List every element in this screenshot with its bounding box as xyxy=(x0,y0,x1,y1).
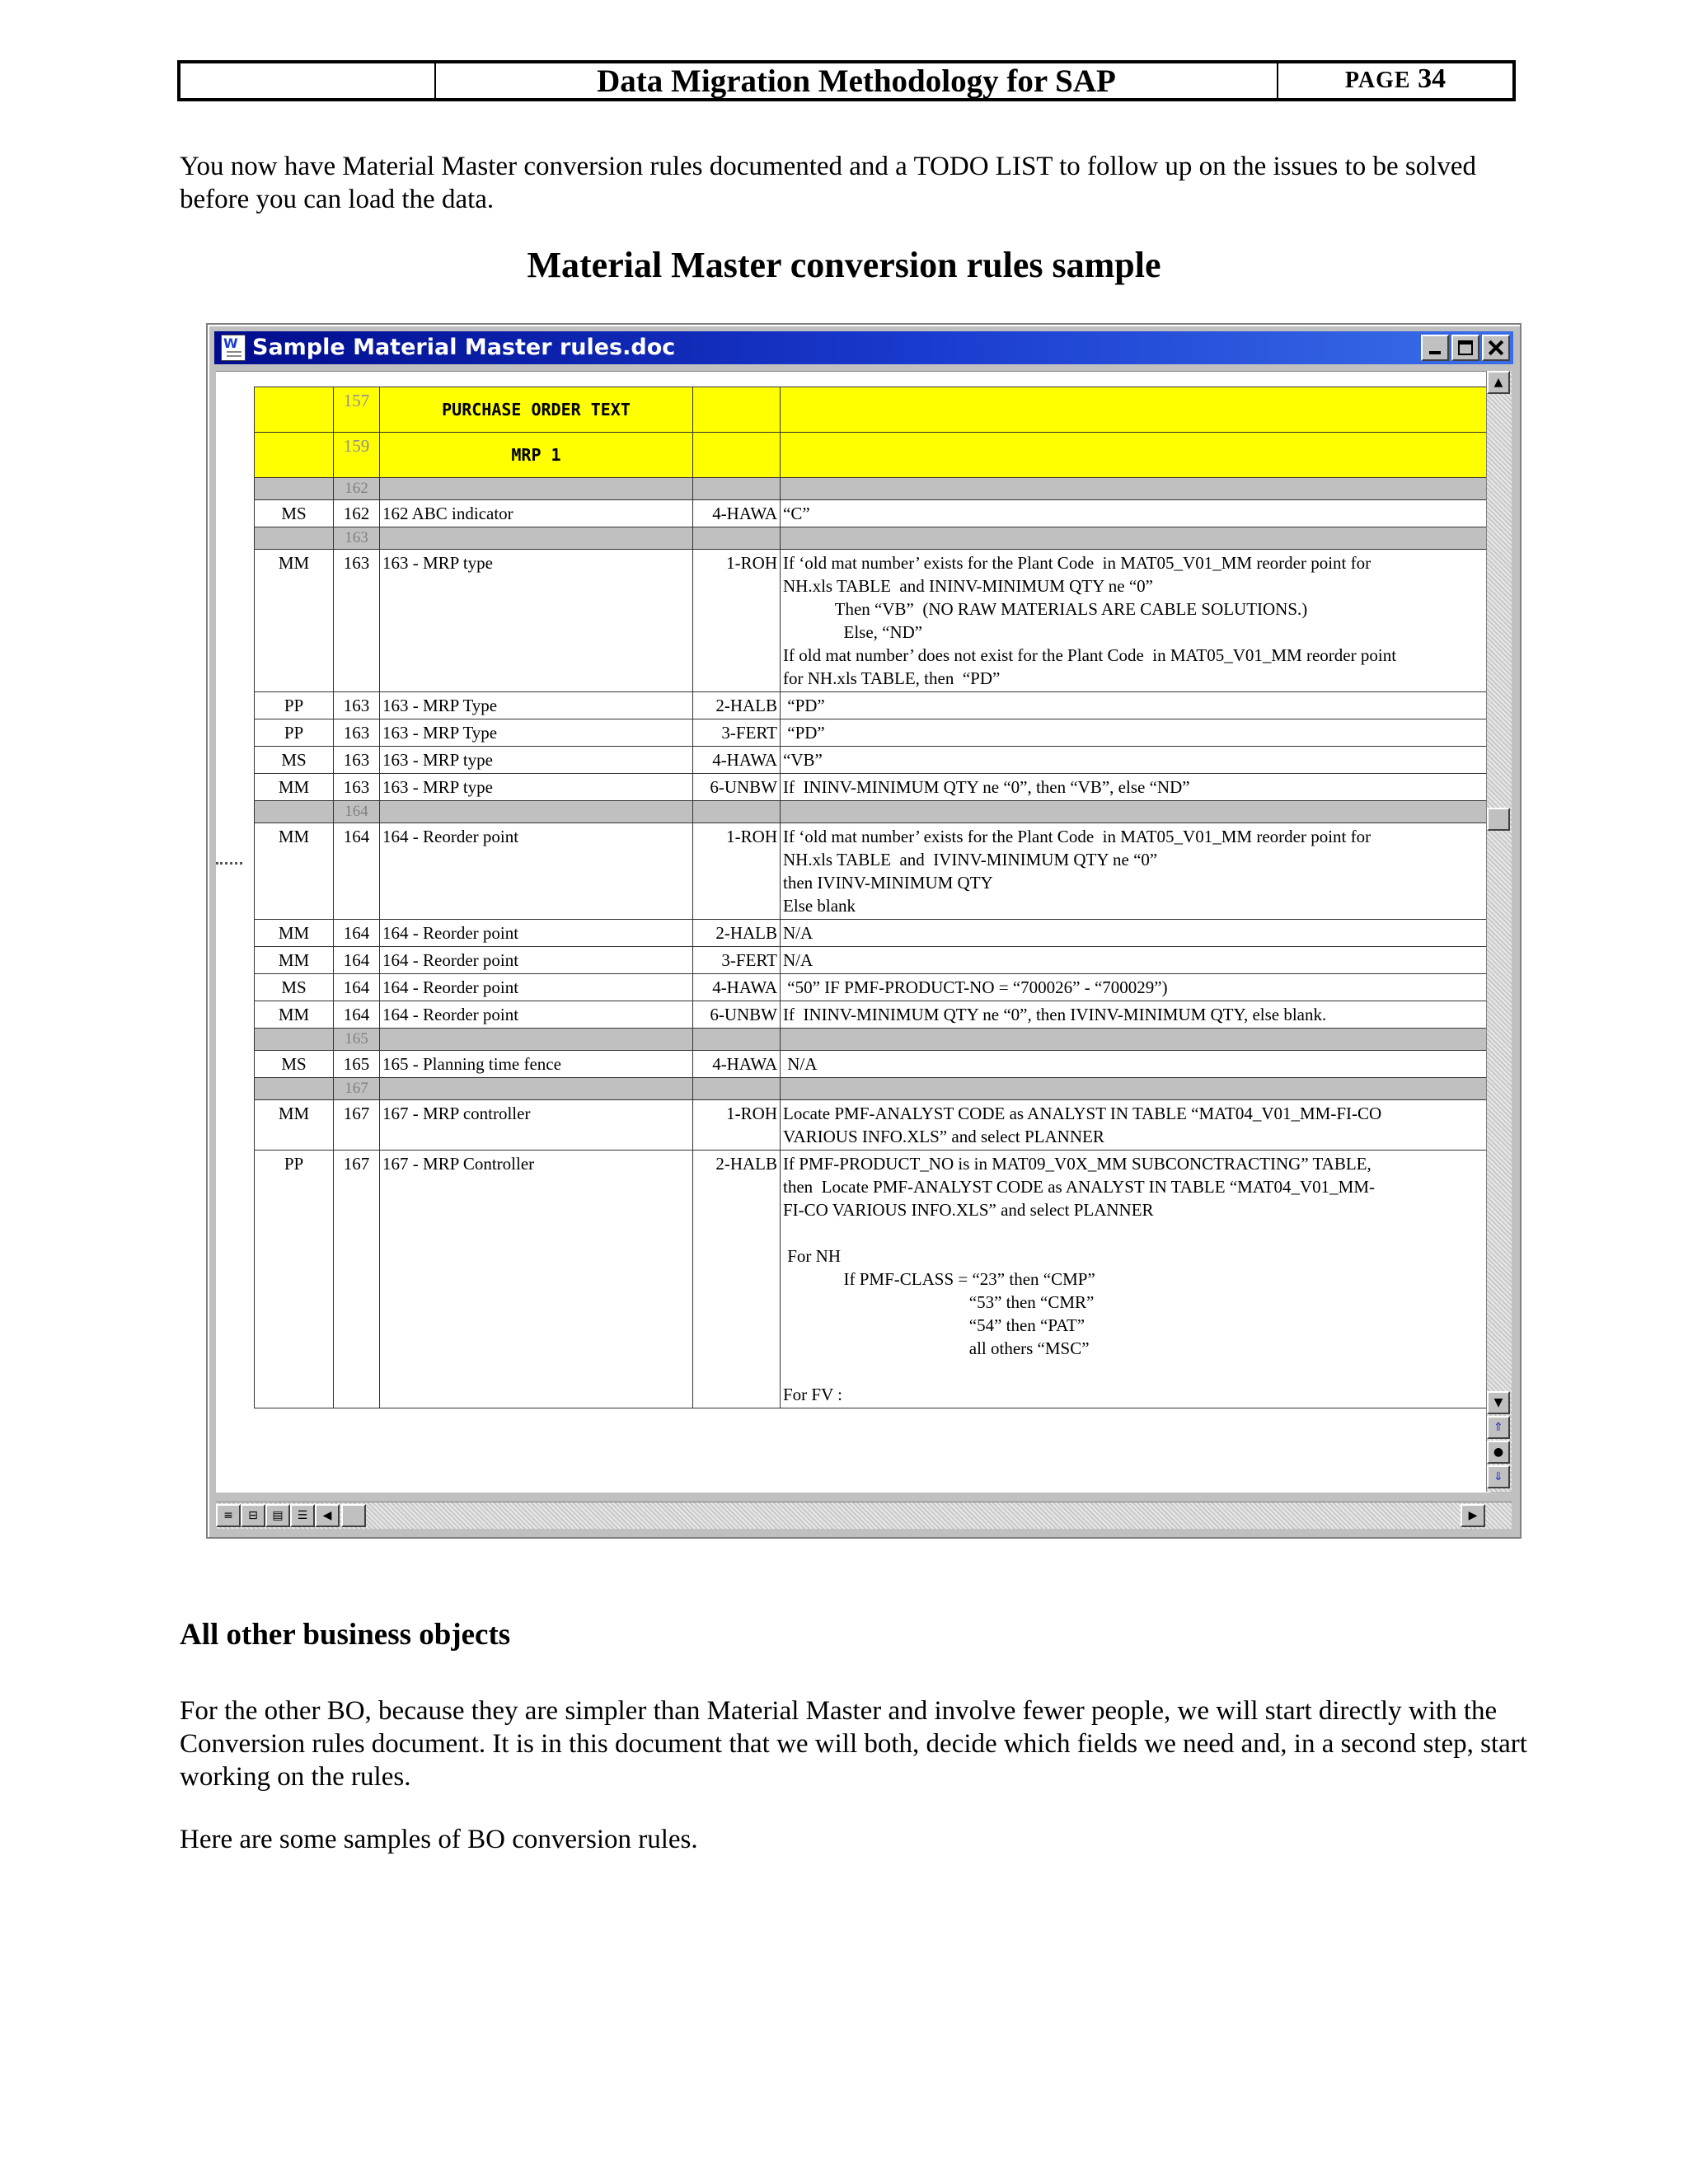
field-name-cell: 164 - Reorder point xyxy=(380,974,693,1001)
field-name-cell: 163 - MRP type xyxy=(380,774,693,801)
rule-cell: “PD” xyxy=(781,719,1489,747)
field-name-cell: 163 - MRP type xyxy=(380,747,693,774)
field-number-cell: 163 xyxy=(334,719,380,747)
rule-cell: If ININV-MINIMUM QTY ne “0”, then “VB”, else “ND” xyxy=(781,774,1489,801)
page-number-cell xyxy=(1278,63,1512,98)
area-cell: PP xyxy=(255,719,334,747)
material-type-cell: 3-FERT xyxy=(693,947,781,974)
field-number-cell: 164 xyxy=(334,1001,380,1029)
dotted-marker xyxy=(216,862,242,865)
previous-page-icon[interactable]: ⇑ xyxy=(1487,1416,1510,1439)
area-cell xyxy=(255,527,334,550)
rule-cell: N/A xyxy=(781,1051,1489,1078)
field-name-cell: 164 - Reorder point xyxy=(380,823,693,920)
horizontal-scroll-thumb[interactable] xyxy=(341,1504,366,1527)
field-number-cell: 167 xyxy=(334,1151,380,1408)
field-name-cell xyxy=(380,801,693,823)
material-type-cell xyxy=(693,801,781,823)
material-type-cell: 4-HAWA xyxy=(693,974,781,1001)
field-name-cell: 163 - MRP type xyxy=(380,550,693,692)
field-name-cell: 165 - Planning time fence xyxy=(380,1051,693,1078)
bo-samples-paragraph: Here are some samples of BO conversion rules. xyxy=(180,1825,698,1854)
field-name-cell xyxy=(380,478,693,500)
field-number-cell: 163 xyxy=(334,692,380,719)
rules-table-body xyxy=(255,387,1489,1408)
field-name-cell: 164 - Reorder point xyxy=(380,1001,693,1029)
table-row xyxy=(255,947,1489,974)
area-cell: MM xyxy=(255,774,334,801)
field-name-cell: 163 - MRP Type xyxy=(380,692,693,719)
material-type-cell: 2-HALB xyxy=(693,920,781,947)
field-name-cell: 164 - Reorder point xyxy=(380,920,693,947)
table-separator-row xyxy=(255,801,1489,823)
print-layout-view-icon[interactable]: ▤ xyxy=(265,1504,290,1527)
material-type-cell: 4-HAWA xyxy=(693,1051,781,1078)
rule-cell xyxy=(781,801,1489,823)
field-number-cell: 163 xyxy=(334,550,380,692)
page-header xyxy=(177,60,1516,101)
rule-cell xyxy=(781,1078,1489,1100)
table-row xyxy=(255,1051,1489,1078)
material-type-cell xyxy=(693,1029,781,1051)
section-title: Material Master conversion rules sample xyxy=(527,245,1161,285)
area-cell xyxy=(255,387,334,433)
table-row xyxy=(255,1100,1489,1151)
material-type-cell: 1-ROH xyxy=(693,550,781,692)
select-browse-object-icon[interactable]: ● xyxy=(1487,1441,1510,1464)
field-name-cell xyxy=(380,1029,693,1051)
field-name-cell xyxy=(380,1078,693,1100)
maximize-button[interactable] xyxy=(1451,335,1479,361)
area-cell: MM xyxy=(255,823,334,920)
field-name-cell: MRP 1 xyxy=(380,433,693,478)
field-number-cell: 164 xyxy=(334,974,380,1001)
field-name-cell: PURCHASE ORDER TEXT xyxy=(380,387,693,433)
area-cell: MM xyxy=(255,947,334,974)
field-number-cell: 159 xyxy=(334,433,380,478)
material-type-cell: 4-HAWA xyxy=(693,500,781,527)
rule-cell: Locate PMF-ANALYST CODE as ANALYST IN TABLE “MAT04_V01_MM-FI-CO VARIOUS INFO.XLS” and select PLANNER xyxy=(781,1100,1489,1151)
table-row xyxy=(255,550,1489,692)
rule-cell xyxy=(781,1029,1489,1051)
area-cell xyxy=(255,433,334,478)
rule-cell: If ININV-MINIMUM QTY ne “0”, then IVINV-MINIMUM QTY, else blank. xyxy=(781,1001,1489,1029)
table-row xyxy=(255,974,1489,1001)
area-cell xyxy=(255,801,334,823)
material-type-cell xyxy=(693,478,781,500)
table-separator-row xyxy=(255,527,1489,550)
conversion-rules-table xyxy=(254,387,1489,1408)
material-type-cell: 2-HALB xyxy=(693,692,781,719)
rule-cell: “PD” xyxy=(781,692,1489,719)
section2-title: All other business objects xyxy=(180,1618,511,1652)
field-number-cell: 163 xyxy=(334,774,380,801)
scroll-thumb[interactable] xyxy=(1487,808,1510,831)
scroll-down-arrow-icon[interactable]: ▼ xyxy=(1487,1391,1510,1414)
area-cell xyxy=(255,478,334,500)
rule-cell: If ‘old mat number’ exists for the Plant Code in MAT05_V01_MM reorder point for NH.xls TABLE and ININV-MINIMUM QTY ne “0” Then “VB” (NO RAW MATERIALS ARE CABLE SOLUTIONS.) Else, “ND” If old mat number’ does not exist for the Plant Code in MAT05_V01_MM reorder point for NH.xls TABLE, then “PD” xyxy=(781,550,1489,692)
material-type-cell: 3-FERT xyxy=(693,719,781,747)
field-number-cell: 163 xyxy=(334,527,380,550)
horizontal-scrollbar[interactable] xyxy=(216,1502,1512,1529)
table-row xyxy=(255,1151,1489,1408)
table-section-row xyxy=(255,433,1489,478)
rule-cell xyxy=(781,387,1489,433)
rule-cell xyxy=(781,527,1489,550)
area-cell xyxy=(255,1029,334,1051)
field-number-cell: 167 xyxy=(334,1078,380,1100)
table-row xyxy=(255,500,1489,527)
scroll-left-arrow-icon[interactable]: ◀ xyxy=(315,1504,340,1527)
field-name-cell: 167 - MRP Controller xyxy=(380,1151,693,1408)
table-row xyxy=(255,692,1489,719)
header-left-cell xyxy=(181,63,436,98)
area-cell xyxy=(255,1078,334,1100)
rule-cell: If PMF-PRODUCT_NO is in MAT09_V0X_MM SUBCONCTRACTING” TABLE, then Locate PMF-ANALYST CODE as ANALYST IN TABLE “MAT04_V01_MM- FI-CO VARIOUS INFO.XLS” and select PLANNER For NH If PMF-CLASS = “23” then “CMP” “53” then “CMR” “54” then “PAT” all others “MSC” For FV : xyxy=(781,1151,1489,1408)
material-type-cell: 2-HALB xyxy=(693,1151,781,1408)
material-type-cell xyxy=(693,433,781,478)
page-label: PAGE xyxy=(1344,68,1411,93)
table-row xyxy=(255,920,1489,947)
field-number-cell: 162 xyxy=(334,500,380,527)
rule-cell: “50” IF PMF-PRODUCT-NO = “700026” - “700029”) xyxy=(781,974,1489,1001)
table-row xyxy=(255,719,1489,747)
window-titlebar[interactable] xyxy=(214,331,1513,364)
table-separator-row xyxy=(255,1029,1489,1051)
normal-view-icon[interactable]: ≡ xyxy=(216,1504,241,1527)
intro-paragraph: You now have Material Master conversion rules documented and a TODO LIST to follow up on the issues to be solved before you can load the data. xyxy=(180,152,1477,214)
rule-cell xyxy=(781,433,1489,478)
area-cell: MS xyxy=(255,500,334,527)
table-separator-row xyxy=(255,1078,1489,1100)
field-number-cell: 164 xyxy=(334,947,380,974)
rule-cell: If ‘old mat number’ exists for the Plant Code in MAT05_V01_MM reorder point for NH.xls TABLE and IVINV-MINIMUM QTY ne “0” then IVINV-MINIMUM QTY Else blank xyxy=(781,823,1489,920)
field-name-cell xyxy=(380,527,693,550)
area-cell: MM xyxy=(255,1001,334,1029)
section2-paragraph: For the other BO, because they are simpler than Material Master and involve fewer people, we will start directly with the Conversion rules document. It is in this document that we will both, decide which fields we need and, in a second step, start working on the rules. xyxy=(180,1696,1527,1792)
field-name-cell: 162 ABC indicator xyxy=(380,500,693,527)
material-type-cell xyxy=(693,387,781,433)
word-document-window xyxy=(206,323,1522,1539)
field-name-cell: 164 - Reorder point xyxy=(380,947,693,974)
close-button[interactable] xyxy=(1482,335,1510,361)
table-row xyxy=(255,774,1489,801)
area-cell: MM xyxy=(255,920,334,947)
material-type-cell: 6-UNBW xyxy=(693,774,781,801)
table-separator-row xyxy=(255,478,1489,500)
window-title: Sample Material Master rules.doc xyxy=(252,335,676,360)
field-name-cell: 167 - MRP controller xyxy=(380,1100,693,1151)
web-layout-view-icon[interactable]: ⊟ xyxy=(241,1504,265,1527)
table-row xyxy=(255,1001,1489,1029)
area-cell: MM xyxy=(255,550,334,692)
table-row xyxy=(255,823,1489,920)
area-cell: PP xyxy=(255,1151,334,1408)
field-number-cell: 163 xyxy=(334,747,380,774)
material-type-cell: 4-HAWA xyxy=(693,747,781,774)
field-number-cell: 162 xyxy=(334,478,380,500)
area-cell: MM xyxy=(255,1100,334,1151)
document-title: Data Migration Methodology for SAP xyxy=(436,63,1278,98)
material-type-cell xyxy=(693,527,781,550)
area-cell: MS xyxy=(255,747,334,774)
outline-view-icon[interactable]: ☰ xyxy=(290,1504,315,1527)
material-type-cell xyxy=(693,1078,781,1100)
field-number-cell: 164 xyxy=(334,920,380,947)
area-cell: PP xyxy=(255,692,334,719)
field-number-cell: 165 xyxy=(334,1029,380,1051)
field-number-cell: 167 xyxy=(334,1100,380,1151)
window-controls xyxy=(1421,335,1510,361)
rule-cell xyxy=(781,478,1489,500)
field-name-cell: 163 - MRP Type xyxy=(380,719,693,747)
scroll-up-arrow-icon[interactable]: ▲ xyxy=(1487,371,1510,394)
table-row xyxy=(255,747,1489,774)
field-number-cell: 165 xyxy=(334,1051,380,1078)
next-page-icon[interactable]: ⇓ xyxy=(1487,1465,1510,1488)
area-cell: MS xyxy=(255,974,334,1001)
rule-cell: “VB” xyxy=(781,747,1489,774)
material-type-cell: 1-ROH xyxy=(693,823,781,920)
scroll-right-arrow-icon[interactable]: ▶ xyxy=(1461,1504,1485,1527)
field-number-cell: 157 xyxy=(334,387,380,433)
word-document-icon xyxy=(221,335,246,361)
page-number: 34 xyxy=(1418,63,1447,94)
table-section-row xyxy=(255,387,1489,433)
field-number-cell: 164 xyxy=(334,823,380,920)
document-area[interactable] xyxy=(216,371,1490,1493)
field-number-cell: 164 xyxy=(334,801,380,823)
area-cell: MS xyxy=(255,1051,334,1078)
minimize-button[interactable] xyxy=(1421,335,1449,361)
material-type-cell: 6-UNBW xyxy=(693,1001,781,1029)
rule-cell: N/A xyxy=(781,920,1489,947)
rule-cell: “C” xyxy=(781,500,1489,527)
vertical-scrollbar[interactable] xyxy=(1486,371,1512,1492)
rule-cell: N/A xyxy=(781,947,1489,974)
material-type-cell: 1-ROH xyxy=(693,1100,781,1151)
